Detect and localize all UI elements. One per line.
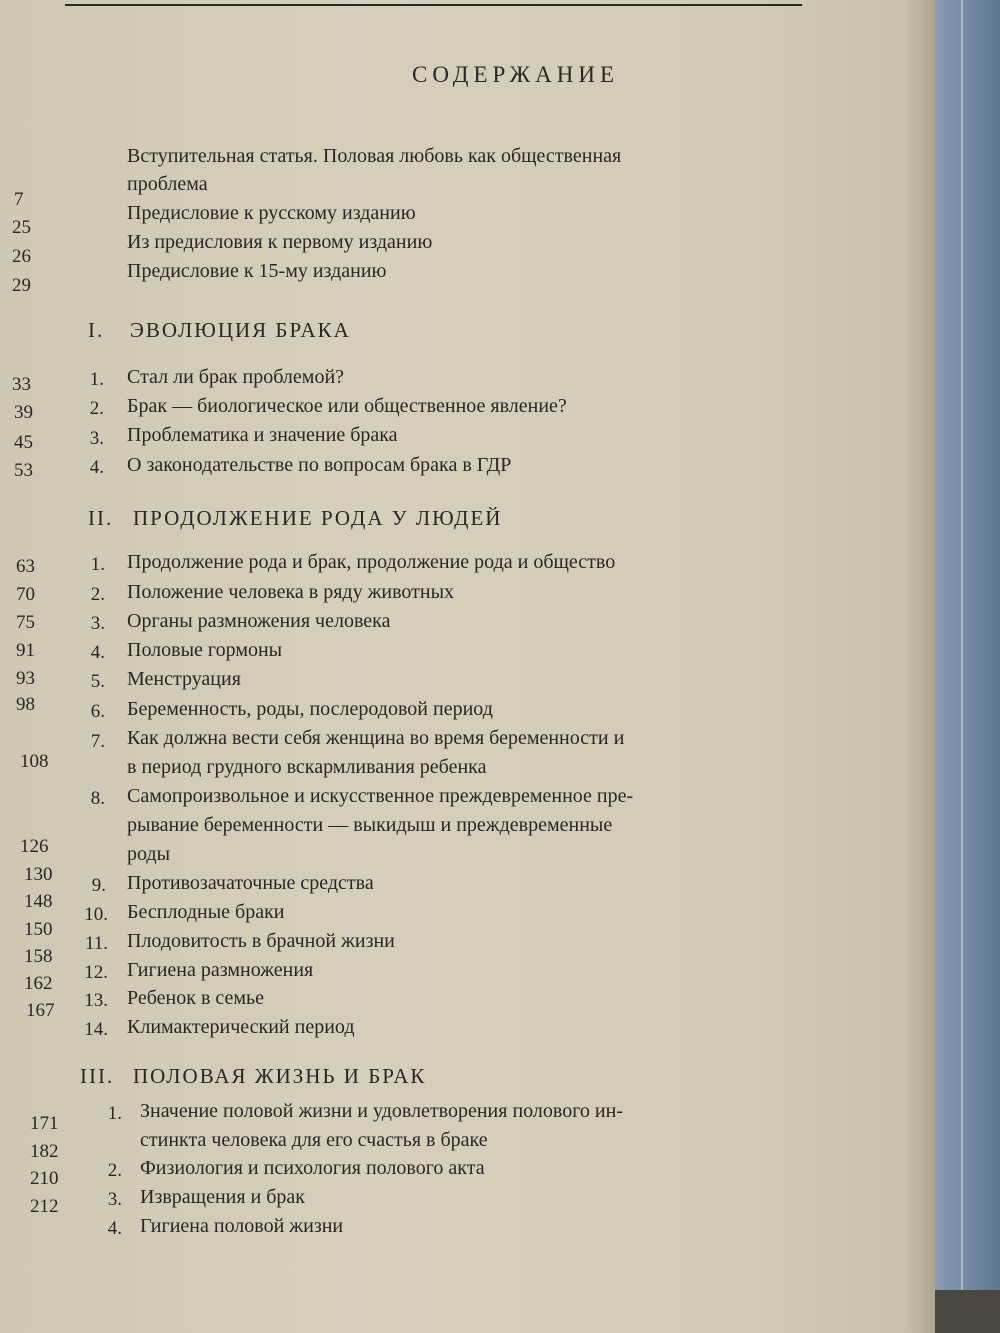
s2-entry-9-text: Противозачаточные средства	[127, 872, 374, 894]
section-2-roman: II.	[88, 506, 114, 530]
intro-4-line-1: Предисловие к 15-му изданию	[127, 260, 387, 282]
s3-entry-3-page: 210	[30, 1168, 59, 1189]
s2-entry-8-page: 126	[20, 836, 49, 857]
s2-entry-5-num: 5.	[90, 671, 105, 692]
s3-entry-1-line-1: Значение половой жизни и удовлетворения полового ин-	[140, 1100, 623, 1122]
s2-entry-3-num: 3.	[90, 613, 105, 634]
s2-entry-7-num: 7.	[90, 731, 105, 752]
s2-entry-1-text: Продолжение рода и брак, продолжение рода и общество	[127, 551, 616, 573]
intro-1-line-1: Вступительная статья. Половая любовь как общественная	[127, 145, 622, 167]
intro-4-page: 29	[12, 275, 31, 296]
s2-entry-14-num: 14.	[84, 1019, 108, 1040]
s2-entry-4-page: 91	[16, 640, 35, 661]
s2-entry-12-num: 12.	[84, 962, 108, 983]
s2-entry-13-text: Ребенок в семье	[127, 987, 265, 1009]
s2-entry-6-page: 98	[16, 694, 35, 715]
s2-entry-8-line-3: роды	[127, 843, 171, 865]
s1-entry-4-num: 4.	[89, 457, 104, 478]
page-gutter-shadow	[905, 0, 935, 1333]
s1-entry-1-page: 33	[12, 374, 31, 395]
book-cover-edge	[935, 0, 1000, 1333]
s1-entry-2-num: 2.	[89, 398, 104, 419]
s1-entry-4-page: 53	[14, 460, 33, 481]
s2-entry-11-page: 150	[24, 919, 53, 940]
s2-entry-14-text: Климактерический период	[127, 1016, 355, 1038]
desk-surface	[935, 1290, 1000, 1333]
s2-entry-5-text: Менструация	[127, 668, 241, 690]
intro-3-line-1: Из предисловия к первому изданию	[127, 231, 433, 253]
section-1-title: ЭВОЛЮЦИЯ БРАКА	[130, 318, 351, 342]
s1-entry-2-page: 39	[14, 402, 33, 423]
intro-2-page: 25	[12, 217, 31, 238]
s2-entry-8-line-1: Самопроизвольное и искусственное преждевременное пре-	[127, 785, 634, 807]
s2-entry-4-num: 4.	[90, 642, 105, 663]
s2-entry-7-line-2: в период грудного вскармливания ребенка	[127, 756, 487, 778]
s2-entry-3-text: Органы размножения человека	[127, 610, 391, 632]
s2-entry-8-num: 8.	[90, 788, 105, 809]
s2-entry-2-page: 70	[16, 584, 35, 605]
section-2-title: ПРОДОЛЖЕНИЕ РОДА У ЛЮДЕЙ	[133, 506, 503, 530]
s1-entry-3-text: Проблематика и значение брака	[127, 424, 398, 446]
s3-entry-2-text: Физиология и психология полового акта	[140, 1157, 485, 1179]
s2-entry-1-num: 1.	[90, 554, 105, 575]
s3-entry-1-num: 1.	[107, 1103, 122, 1124]
s2-entry-12-page: 158	[24, 946, 53, 967]
s2-entry-7-line-1: Как должна вести себя женщина во время беременности и	[127, 727, 625, 749]
section-1-roman: I.	[88, 318, 105, 342]
s1-entry-1-num: 1.	[89, 369, 104, 390]
s2-entry-4-text: Половые гормоны	[127, 639, 283, 661]
intro-2-line-1: Предисловие к русскому изданию	[127, 202, 416, 224]
s2-entry-11-num: 11.	[84, 933, 108, 954]
s3-entry-4-page: 212	[30, 1196, 59, 1217]
s2-entry-11-text: Плодовитость в брачной жизни	[127, 930, 395, 952]
section-3-title: ПОЛОВАЯ ЖИЗНЬ И БРАК	[133, 1064, 427, 1088]
s1-entry-3-num: 3.	[89, 428, 104, 449]
s2-entry-14-page: 167	[26, 1000, 55, 1021]
s1-entry-3-page: 45	[14, 432, 33, 453]
s2-entry-13-page: 162	[24, 973, 53, 994]
s2-entry-8-line-2: рывание беременности — выкидыш и преждевременные	[127, 814, 613, 836]
s3-entry-2-num: 2.	[107, 1160, 122, 1181]
s2-entry-2-num: 2.	[90, 584, 105, 605]
s1-entry-4-text: О законодательстве по вопросам брака в ГДР	[127, 454, 512, 476]
intro-3-page: 26	[12, 246, 31, 267]
s3-entry-2-page: 182	[30, 1141, 59, 1162]
s2-entry-9-num: 9.	[91, 875, 106, 896]
s2-entry-6-num: 6.	[90, 701, 105, 722]
s2-entry-10-num: 10.	[84, 904, 108, 925]
s2-entry-9-page: 130	[24, 864, 53, 885]
cover-stitch-line	[961, 0, 963, 1333]
s3-entry-4-text: Гигиена половой жизни	[140, 1215, 344, 1237]
s3-entry-3-text: Извращения и брак	[140, 1186, 306, 1208]
s2-entry-3-page: 75	[16, 612, 35, 633]
s3-entry-1-line-2: стинкта человека для его счастья в браке	[140, 1129, 488, 1151]
s3-entry-4-num: 4.	[107, 1218, 122, 1239]
top-rule	[65, 4, 802, 6]
s2-entry-5-page: 93	[16, 668, 35, 689]
s1-entry-1-text: Стал ли брак проблемой?	[127, 366, 345, 388]
s2-entry-10-text: Бесплодные браки	[127, 901, 285, 923]
intro-1-line-2: проблема	[127, 173, 208, 195]
s2-entry-2-text: Положение человека в ряду животных	[127, 581, 455, 603]
s2-entry-12-text: Гигиена размножения	[127, 959, 314, 981]
s3-entry-1-page: 171	[30, 1113, 59, 1134]
s3-entry-3-num: 3.	[107, 1189, 122, 1210]
page-title: СОДЕРЖАНИЕ	[412, 62, 620, 87]
s2-entry-13-num: 13.	[84, 990, 108, 1011]
section-3-roman: III.	[80, 1064, 115, 1088]
s2-entry-7-page: 108	[20, 751, 49, 772]
s2-entry-10-page: 148	[24, 891, 53, 912]
s2-entry-1-page: 63	[16, 556, 35, 577]
s1-entry-2-text: Брак — биологическое или общественное явление?	[127, 395, 567, 417]
s2-entry-6-text: Беременность, роды, послеродовой период	[127, 698, 493, 720]
intro-1-page: 7	[14, 189, 24, 210]
